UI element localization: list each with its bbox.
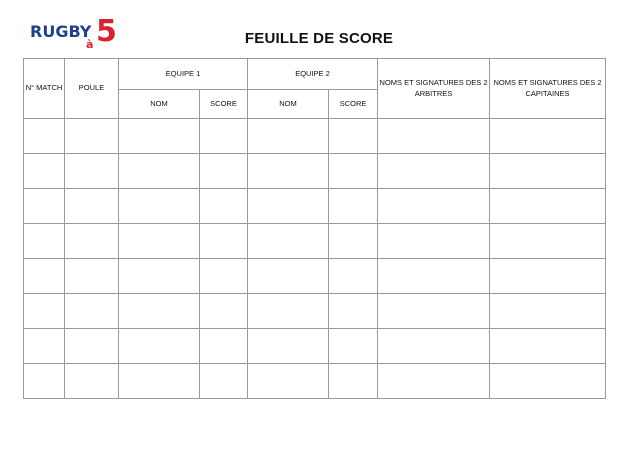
- cell-poule[interactable]: [65, 189, 119, 224]
- page-title: FEUILLE DE SCORE: [244, 30, 394, 47]
- cell-match-number[interactable]: [24, 189, 65, 224]
- cell-match-number[interactable]: [24, 224, 65, 259]
- cell-poule[interactable]: [65, 154, 119, 189]
- cell-match-number[interactable]: [24, 119, 65, 154]
- cell-poule[interactable]: [65, 294, 119, 329]
- cell-captains[interactable]: [490, 119, 606, 154]
- cell-team-2-score[interactable]: [329, 364, 378, 399]
- header-referees: NOMS ET SIGNATURES DES 2 ARBITRES: [378, 59, 490, 119]
- cell-team-1-score[interactable]: [200, 294, 248, 329]
- cell-team-2-score[interactable]: [329, 189, 378, 224]
- cell-team-2-score[interactable]: [329, 119, 378, 154]
- cell-team-2-score[interactable]: [329, 224, 378, 259]
- cell-captains[interactable]: [490, 259, 606, 294]
- cell-team-2-nom[interactable]: [248, 294, 329, 329]
- table-row: [24, 154, 606, 189]
- cell-referees[interactable]: [378, 224, 490, 259]
- cell-team-1-nom[interactable]: [119, 119, 200, 154]
- cell-team-1-nom[interactable]: [119, 189, 200, 224]
- header-poule: POULE: [65, 59, 119, 119]
- cell-referees[interactable]: [378, 364, 490, 399]
- cell-team-1-score[interactable]: [200, 119, 248, 154]
- cell-team-1-nom[interactable]: [119, 329, 200, 364]
- cell-team-1-nom[interactable]: [119, 259, 200, 294]
- header-team-1: EQUIPE 1: [119, 59, 248, 90]
- cell-team-2-nom[interactable]: [248, 364, 329, 399]
- cell-match-number[interactable]: [24, 154, 65, 189]
- cell-poule[interactable]: [65, 329, 119, 364]
- cell-team-1-nom[interactable]: [119, 364, 200, 399]
- cell-team-1-score[interactable]: [200, 329, 248, 364]
- header-team-2: EQUIPE 2: [248, 59, 378, 90]
- table-row: [24, 259, 606, 294]
- header-captains: NOMS ET SIGNATURES DES 2 CAPITAINES: [490, 59, 606, 119]
- cell-captains[interactable]: [490, 364, 606, 399]
- cell-referees[interactable]: [378, 259, 490, 294]
- cell-team-2-score[interactable]: [329, 294, 378, 329]
- cell-match-number[interactable]: [24, 329, 65, 364]
- cell-captains[interactable]: [490, 189, 606, 224]
- table-row: [24, 224, 606, 259]
- cell-referees[interactable]: [378, 189, 490, 224]
- cell-poule[interactable]: [65, 119, 119, 154]
- cell-team-2-score[interactable]: [329, 154, 378, 189]
- header-team-2-nom: NOM: [248, 90, 329, 119]
- cell-team-1-nom[interactable]: [119, 154, 200, 189]
- table-row: [24, 119, 606, 154]
- cell-team-1-score[interactable]: [200, 224, 248, 259]
- cell-team-1-score[interactable]: [200, 259, 248, 294]
- cell-referees[interactable]: [378, 119, 490, 154]
- cell-team-2-nom[interactable]: [248, 224, 329, 259]
- cell-poule[interactable]: [65, 259, 119, 294]
- cell-referees[interactable]: [378, 154, 490, 189]
- cell-team-2-score[interactable]: [329, 259, 378, 294]
- cell-team-2-nom[interactable]: [248, 259, 329, 294]
- cell-team-2-nom[interactable]: [248, 329, 329, 364]
- cell-team-1-score[interactable]: [200, 154, 248, 189]
- cell-team-1-nom[interactable]: [119, 294, 200, 329]
- table-row: [24, 189, 606, 224]
- table-row: [24, 364, 606, 399]
- cell-team-1-score[interactable]: [200, 189, 248, 224]
- cell-captains[interactable]: [490, 154, 606, 189]
- table-row: [24, 329, 606, 364]
- cell-team-2-nom[interactable]: [248, 189, 329, 224]
- cell-captains[interactable]: [490, 224, 606, 259]
- cell-match-number[interactable]: [24, 364, 65, 399]
- cell-referees[interactable]: [378, 329, 490, 364]
- cell-team-2-nom[interactable]: [248, 119, 329, 154]
- logo-small-letter: à: [86, 38, 94, 51]
- logo-number: 5: [96, 14, 117, 49]
- header-match-number: N° MATCH: [24, 59, 65, 119]
- cell-captains[interactable]: [490, 294, 606, 329]
- score-sheet-table: [23, 58, 606, 399]
- header-team-1-nom: NOM: [119, 90, 200, 119]
- cell-team-1-score[interactable]: [200, 364, 248, 399]
- cell-team-1-nom[interactable]: [119, 224, 200, 259]
- header-team-1-score: SCORE: [200, 90, 248, 119]
- cell-match-number[interactable]: [24, 294, 65, 329]
- cell-poule[interactable]: [65, 224, 119, 259]
- cell-team-2-score[interactable]: [329, 329, 378, 364]
- header-team-2-score: SCORE: [329, 90, 378, 119]
- cell-captains[interactable]: [490, 329, 606, 364]
- cell-team-2-nom[interactable]: [248, 154, 329, 189]
- cell-referees[interactable]: [378, 294, 490, 329]
- cell-match-number[interactable]: [24, 259, 65, 294]
- table-row: [24, 294, 606, 329]
- cell-poule[interactable]: [65, 364, 119, 399]
- logo-word: RUGBY: [30, 22, 92, 41]
